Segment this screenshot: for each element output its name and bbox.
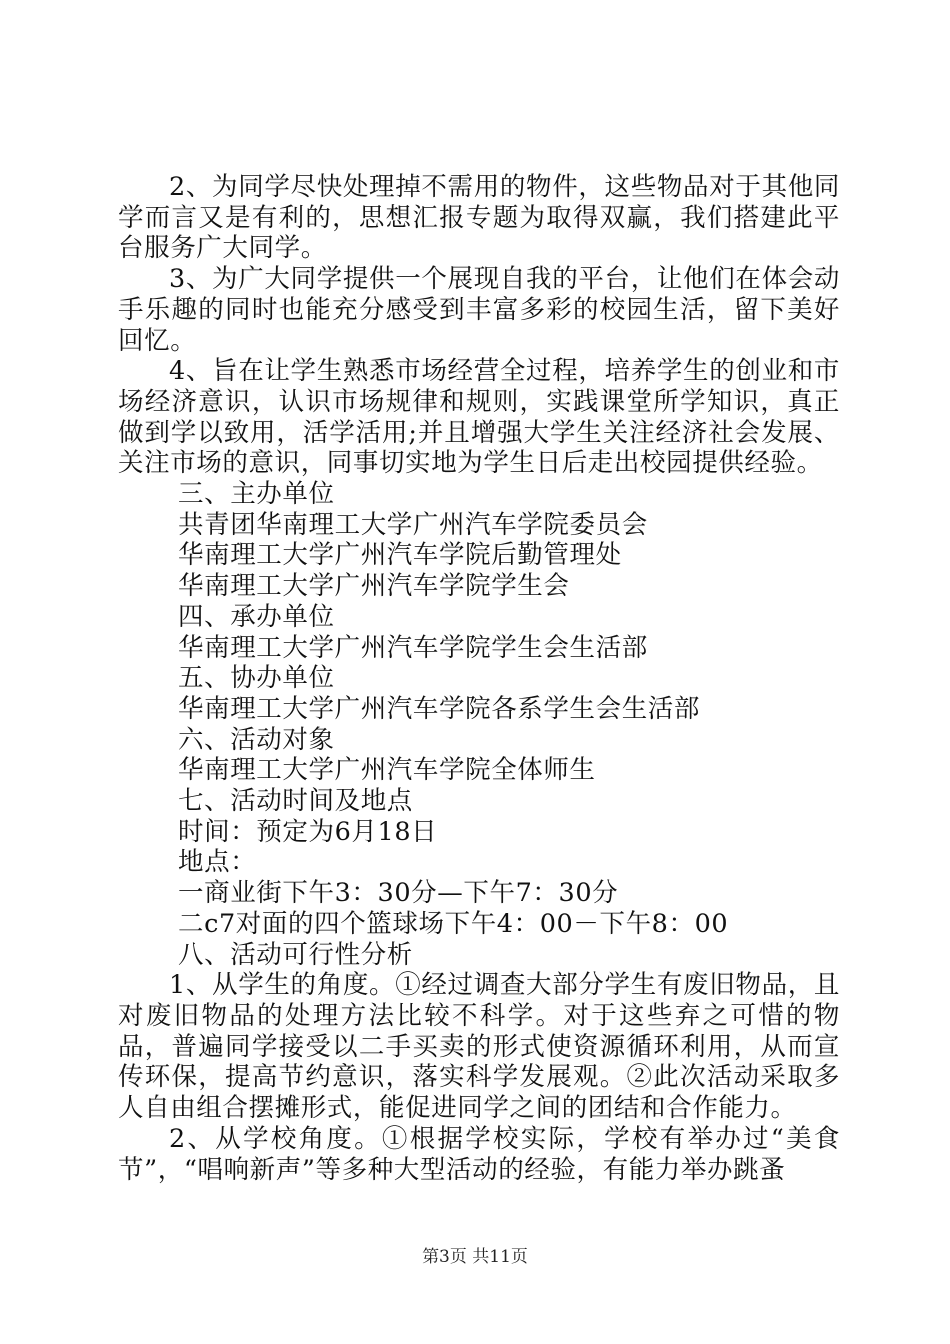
section-heading-feasibility: 八、活动可行性分析 <box>178 939 413 970</box>
audience-text: 华南理工大学广州汽车学院全体师生 <box>178 755 596 786</box>
event-place-1: 一商业街下午3：30分—下午7：30分 <box>178 878 619 909</box>
event-time: 时间：预定为6月18日 <box>178 816 438 847</box>
event-place-label: 地点： <box>178 847 257 878</box>
paragraph-feasibility-1: 1、从学生的角度。①经过调查大部分学生有废旧物品，且对废旧物品的处理方法比较不科学。对于这些弃之可惜的物品，普遍同学接受以二手买卖的形式使资源循环利用，从而宣传环保，提高节约意识，落实科学发展观。②此次活动采取多人自由组合摆摊形式，能促进同学之间的团结和合作能力。 <box>118 970 840 1124</box>
document-body <box>118 172 840 1185</box>
paragraph-purpose-4: 4、旨在让学生熟悉市场经营全过程，培养学生的创业和市场经济意识，认识市场规律和规则，实践课堂所学知识，真正做到学以致用，活学活用;并且增强大学生关注经济社会发展、关注市场的意识，同事切实地为学生日后走出校园提供经验。 <box>118 356 840 479</box>
page-footer: 第3页 共11页 <box>422 1247 528 1267</box>
organizer-unit: 华南理工大学广州汽车学院学生会生活部 <box>178 632 648 663</box>
section-heading-host: 三、主办单位 <box>178 479 335 510</box>
section-heading-time-place: 七、活动时间及地点 <box>178 786 413 817</box>
section-heading-co-organizer: 五、协办单位 <box>178 663 335 694</box>
section-heading-audience: 六、活动对象 <box>178 724 335 755</box>
host-unit-2: 华南理工大学广州汽车学院后勤管理处 <box>178 540 622 571</box>
paragraph-purpose-2: 2、为同学尽快处理掉不需用的物件，这些物品对于其他同学而言又是有利的，思想汇报专题为取得双赢，我们搭建此平台服务广大同学。 <box>118 172 840 264</box>
paragraph-purpose-3: 3、为广大同学提供一个展现自我的平台，让他们在体会动手乐趣的同时也能充分感受到丰富多彩的校园生活，留下美好回忆。 <box>118 264 840 356</box>
host-unit-3: 华南理工大学广州汽车学院学生会 <box>178 571 570 602</box>
section-heading-organizer: 四、承办单位 <box>178 601 335 632</box>
event-place-2: 二c7对面的四个篮球场下午4：00－下午8：00 <box>178 908 729 939</box>
co-organizer-unit: 华南理工大学广州汽车学院各系学生会生活部 <box>178 693 701 724</box>
host-unit-1: 共青团华南理工大学广州汽车学院委员会 <box>178 509 648 540</box>
paragraph-feasibility-2: 2、从学校角度。①根据学校实际，学校有举办过“美食节”，“唱响新声”等多种大型活动的经验，有能力举办跳蚤 <box>118 1123 840 1185</box>
